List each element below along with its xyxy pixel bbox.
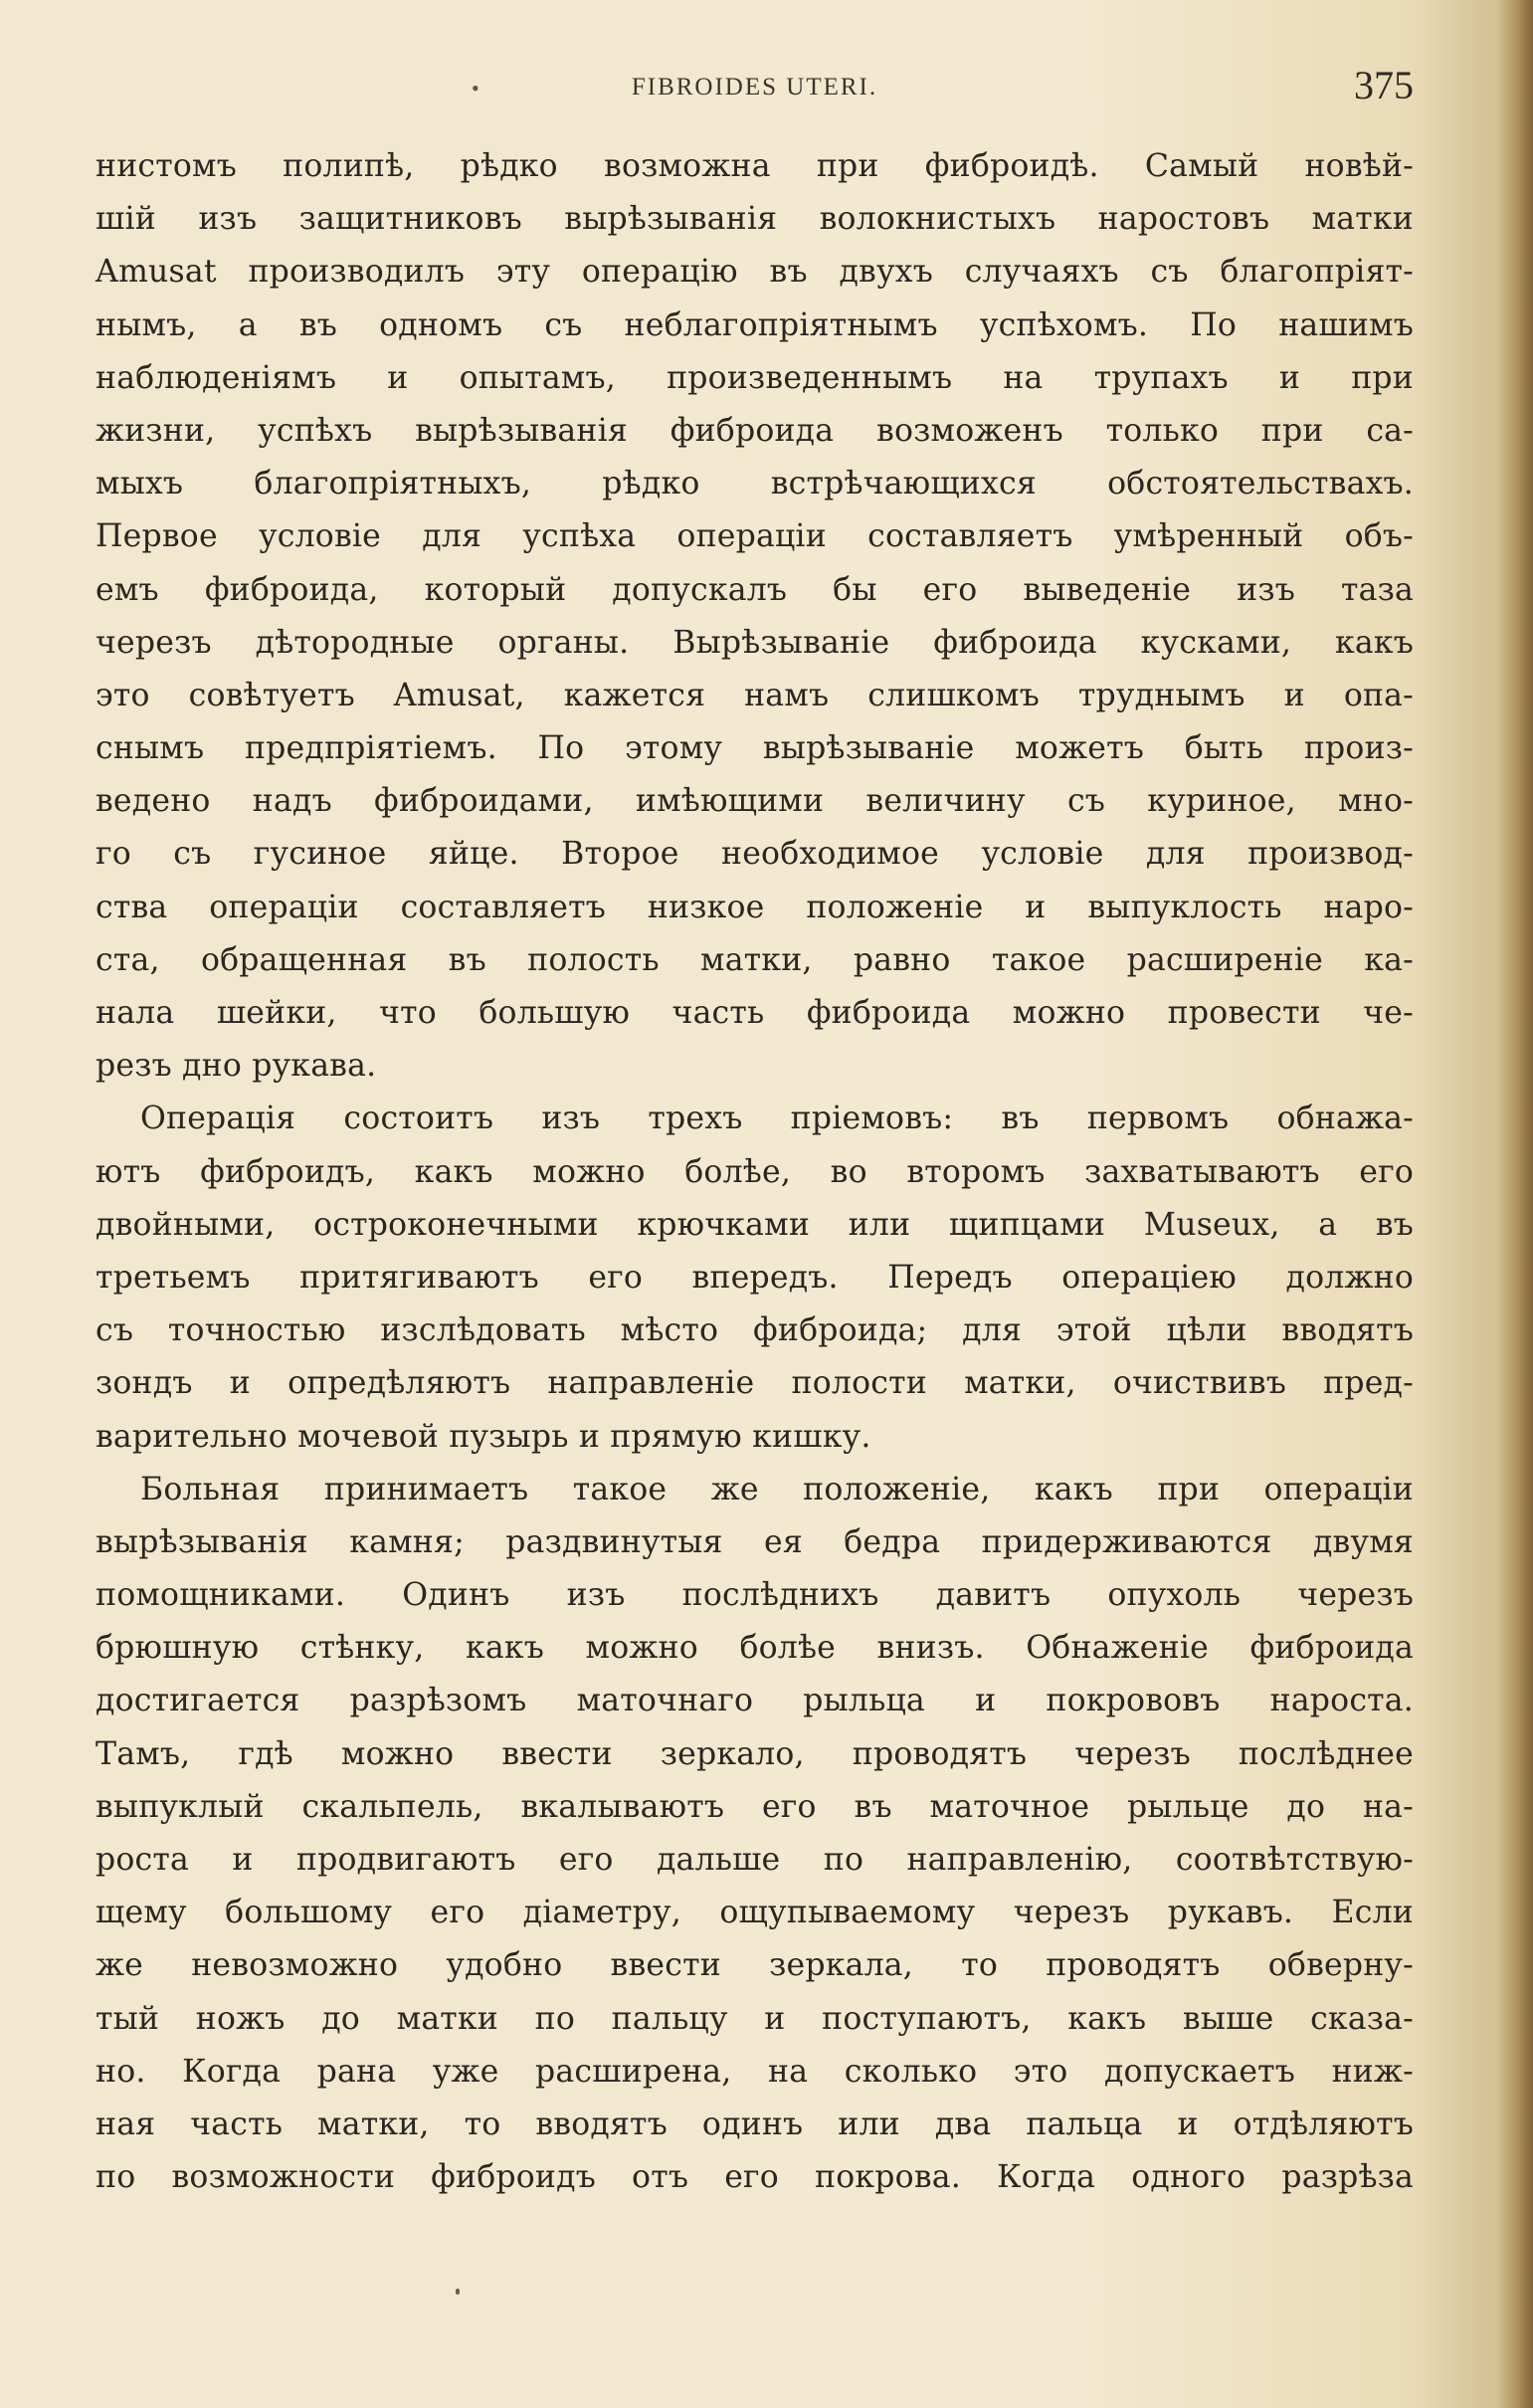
text-line: ведено надъ фиброидами, имѣющими величину съ куриное, мно- <box>96 783 1414 820</box>
body-text <box>96 140 1414 2204</box>
text-line: помощниками. Одинъ изъ послѣднихъ давитъ опухоль черезъ <box>96 1577 1414 1614</box>
text-line: ста, обращенная въ полость матки, равно такое расширеніе ка- <box>96 941 1414 978</box>
text-line: нистомъ полипѣ, рѣдко возможна при фиброидѣ. Самый новѣй- <box>96 148 1414 184</box>
text-line: выпуклый скальпель, вкалываютъ его въ маточное рыльце до на- <box>96 1788 1414 1825</box>
text-line: снымъ предпріятіемъ. По этому вырѣзываніе можетъ быть произ- <box>96 730 1414 767</box>
text-line: зондъ и опредѣляютъ направленіе полости матки, очиствивъ пред- <box>96 1365 1414 1402</box>
text-line: Тамъ, гдѣ можно ввести зеркало, проводятъ черезъ послѣднее <box>96 1735 1414 1772</box>
text-line: наблюденіямъ и опытамъ, произведеннымъ на трупахъ и при <box>96 359 1414 396</box>
text-line: роста и продвигаютъ его дальше по направленію, соотвѣтствую- <box>96 1842 1414 1878</box>
text-line: вырѣзыванія камня; раздвинутыя ея бедра придерживаются двумя <box>96 1523 1414 1560</box>
text-line: емъ фиброида, который допускалъ бы его выведеніе изъ таза <box>96 571 1414 608</box>
text-line: Amusat производилъ эту операцію въ двухъ случаяхъ съ благопріят- <box>96 254 1414 291</box>
ink-speck <box>456 2289 460 2295</box>
text-line: мыхъ благопріятныхъ, рѣдко встрѣчающихся обстоятельствахъ. <box>96 466 1414 502</box>
page-edge-shadow <box>1497 0 1533 2408</box>
text-line: нымъ, а въ одномъ съ неблагопріятнымъ успѣхомъ. По нашимъ <box>96 306 1414 343</box>
running-title: FIBROIDES UTERI. <box>631 74 878 100</box>
text-line: тый ножъ до матки по пальцу и поступаютъ, какъ выше сказа- <box>96 2000 1414 2037</box>
text-line: варительно мочевой пузырь и прямую кишку. <box>96 1418 871 1455</box>
text-line: ная часть матки, то вводятъ одинъ или два пальца и отдѣляютъ <box>96 2106 1414 2142</box>
text-line: жизни, успѣхъ вырѣзыванія фиброида возможенъ только при са- <box>96 412 1414 449</box>
header-dot-mark: • <box>472 76 479 100</box>
text-line: черезъ дѣтородные органы. Вырѣзываніе фиброида кусками, какъ <box>96 624 1414 661</box>
page-number: 375 <box>1354 63 1414 107</box>
text-line: Первое условіе для успѣха операціи составляетъ умѣренный объ- <box>96 518 1414 555</box>
text-line: ютъ фиброидъ, какъ можно болѣе, во второмъ захватываютъ его <box>96 1153 1414 1190</box>
text-line: ства операціи составляетъ низкое положеніе и выпуклость наро- <box>96 889 1414 925</box>
text-line: съ точностью изслѣдовать мѣсто фиброида; для этой цѣли вводятъ <box>96 1312 1414 1349</box>
text-line: по возможности фиброидъ отъ его покрова. Когда одного разрѣза <box>96 2159 1414 2196</box>
text-line: третьемъ притягиваютъ его впередъ. Передъ операціею должно <box>96 1259 1414 1296</box>
text-line: нала шейки, что большую часть фиброида можно провести че- <box>96 995 1414 1031</box>
text-line: но. Когда рана уже расширена, на сколько это допускаетъ ниж- <box>96 2053 1414 2090</box>
text-line: шій изъ защитниковъ вырѣзыванія волокнистыхъ наростовъ матки <box>96 201 1414 238</box>
paragraph-3 <box>96 1464 1414 2205</box>
text-line: щему большому его діаметру, ощупываемому черезъ рукавъ. Если <box>96 1895 1414 1931</box>
running-head <box>96 64 1414 113</box>
text-line: же невозможно удобно ввести зеркала, то проводятъ обверну- <box>96 1947 1414 1984</box>
text-line: Больная принимаетъ такое же положеніе, какъ при операціи <box>140 1471 1414 1507</box>
text-line: это совѣтуетъ Amusat, кажется намъ слишкомъ труднымъ и опа- <box>96 677 1414 713</box>
text-line: го съ гусиное яйце. Второе необходимое условіе для производ- <box>96 836 1414 873</box>
paragraph-1 <box>96 140 1414 1093</box>
text-line: Операція состоитъ изъ трехъ пріемовъ: въ первомъ обнажа- <box>140 1101 1414 1137</box>
text-line: двойными, остроконечными крючками или щипцами Museux, а въ <box>96 1206 1414 1243</box>
text-line: резъ дно рукава. <box>96 1048 377 1085</box>
paragraph-2 <box>96 1093 1414 1463</box>
text-line: брюшную стѣнку, какъ можно болѣе внизъ. Обнаженіе фиброида <box>96 1630 1414 1667</box>
text-line: достигается разрѣзомъ маточнаго рыльца и покрововъ нароста. <box>96 1683 1414 1719</box>
